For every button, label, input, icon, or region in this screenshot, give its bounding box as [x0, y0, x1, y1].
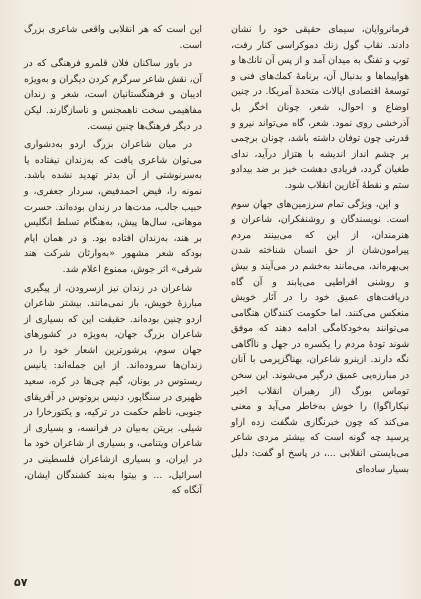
- paragraph: این است که هر انقلابی واقعی شاعری بزرگ است.: [24, 24, 202, 51]
- paragraph: فرمانروایان، سیمای حقیقی خود را نشان دادند. نقاب گول زنك دموکراسی کنار رفت، توپ و تفنگ به میدان آمد و از پس آن تانك‌ها و هواپیماها و بدنبال آن، برنامهٔ کمك‌های فنی و توسعهٔ اقتصادی ایالات متحدهٔ آمریکا. در چنین اوضاع و احوال، شعر، چونان اخگر بل آذرخشی روی نمود. شعر، گاه می‌تواند نیرو و قدرتی چون توفان داشته باشد، چونان برچمی بر چشم انداز اندیشه با هتزاز درآید، ندای طغیان گردد، فریادی دهشت خیز بر ضد بیدادو ستم و نقطهٔ آغازین انقلاب شود.: [231, 24, 409, 191]
- paragraph: در باور ساکنان فلان قلمرو فرهنگی که در آن، نقش شاعر سرگرم کردن دیگران و به‌ویژه ادیبان و فرهنگستانیان است، شعر و زندان مفاهیمی سخت ناهمجنس و ناسازگارند. لیکن در دیگر فرهنگ‌ها چنین نیست.: [24, 58, 202, 132]
- paragraph: و این، ویژگی تمام سرزمین‌های جهان سوم است. نویسندگان و روشنفکران، شاعران و هنرمندان، از این که می‌بینند مردم پیرامون‌شان از حق انسان شناخته شدن بی‌بهره‌اند، می‌مانند به‌خشم در می‌آیند و بیش و روشنی افراطیی می‌یابند و آن گاه دریافت‌های عمیق خود را در آثار خویش منعکس می‌کنند. اما حکومت کنندگان هنگامی می‌توانند به‌خودکامگی ادامه دهند که موفق شوند تودهٔ مردم را یکسره در جهل و ناآگاهی نگه دارند. ازینرو شاعران، بهناگزیرمی با آنان در مبارزه‌یی عمیق درگیر می‌شوند. این سخن توماس بورگ (از رهبران انقلاب اخیر نیکاراگوا) را خوش به‌خاطر می‌آید و معنی می‌کند که چون خبرنگاری شگفت زده ازاو پرسید چه گونه است که بیشتر مردی شاعر می‌بایستی انقلابی ...، در پاسخ او گفت: دلیل بسیار ساده‌ای: [231, 198, 409, 475]
- left-text-column: [24, 22, 202, 499]
- right-text-column: [231, 22, 409, 477]
- page-number: ۵۷: [14, 576, 28, 589]
- paragraph: در میان شاعران بزرگ اردو به‌دشواری می‌توان شاعری یافت که به‌زندان نیفتاده یا به‌سرنوشتی از آن بدتر تهدید نشده باشد. نمونه را، فیض احمدفیض، سردار جعفری، و حبیب جالب، مدت‌ها در زندان بوده‌اند. حسرت موهانی، سال‌ها پیش، به‌هنگام تسلط انگلیس بر هند، به‌زندان افتاده بود. و در همان ایام بودکه شعر مشهور «به‌وارثان شرکت هند شرقی» اثر جوش، ممنوع اعلام شد.: [24, 139, 202, 275]
- paragraph: شاعران در زندان نیز ازسرودن، از پیگیری مبارزهٔ خویش، باز نمی‌مانند. بیشتر شاعران اردو چنین بوده‌اند. حقیقت این که بسیاری از شاعران بزرگ جهان، به‌ویژه در کشورهای جهان سوم، پرشورترین اشعار خود را در زندان‌ها سروده‌اند. از این جمله‌اند: یانیس ریستوس در یونان، گیم چی‌ها در کره، سعید ظهیری در سنگاپور، دنیس بروتوس در آفریقای جنوبی، ناظم حکمت در ترکیه، و یکتورخارا در شیلی. بریتن به‌بیان در فرانسه، و بسیاری از شاعران ویتنامی، و بسیاری از شاعران خود ما در ایران، و بسیاری ازشاعران فلسطینی در اسرائیل، ... و بیتوا به‌بند کشندگان ایشان، آنگاه که: [24, 282, 202, 497]
